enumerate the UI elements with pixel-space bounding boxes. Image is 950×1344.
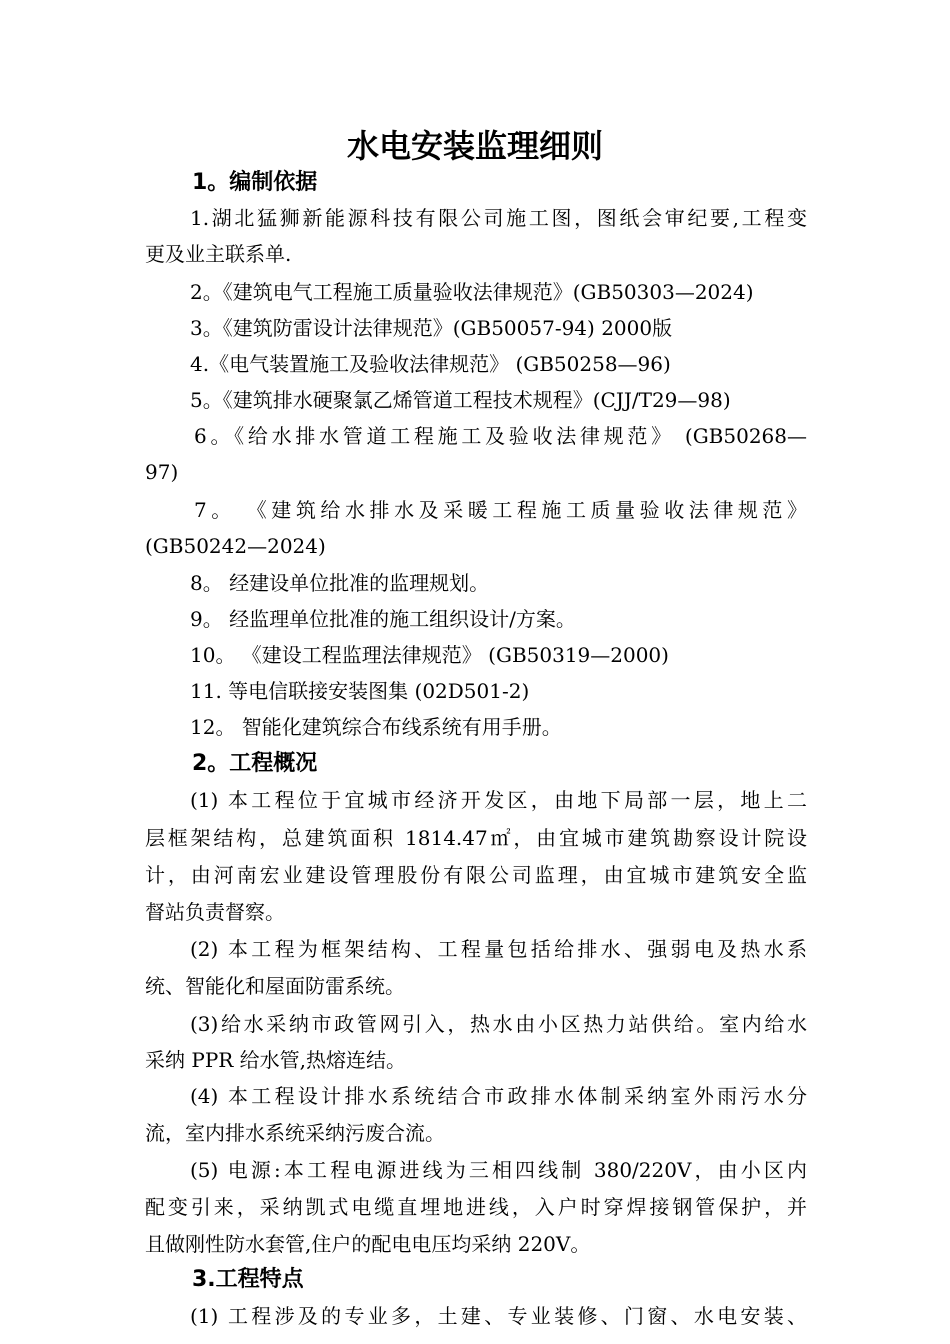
basis-item-6-line-1: 6。《给水排水管道工程施工及验收法律规范》 (GB50268— xyxy=(194,424,807,448)
basis-item-12: 12。 智能化建筑综合布线系统有用手册。 xyxy=(190,715,562,739)
overview-para-1-line-3: 计，由河南宏业建设管理股份有限公司监理，由宜城市建筑安全监 xyxy=(145,863,807,887)
basis-item-5: 5。《建筑排水硬聚氯乙烯管道工程技术规程》(CJJ/T29—98) xyxy=(190,388,731,412)
overview-para-2-line-2: 统、智能化和屋面防雷系统。 xyxy=(145,974,405,998)
overview-para-1-line-2: 层框架结构，总建筑面积 1814.47㎡，由宜城市建筑勘察设计院设 xyxy=(145,826,807,850)
basis-item-6-line-2: 97) xyxy=(145,460,179,484)
section-heading-basis: 1。编制依据 xyxy=(192,170,318,195)
overview-para-5-line-2: 配变引来，采纳凯式电缆直埋地进线，入户时穿焊接钢管保护，并 xyxy=(145,1195,807,1219)
basis-item-11: 11. 等电信联接安装图集 (02D501-2) xyxy=(190,679,530,703)
overview-para-3-line-1: (3)给水采纳市政管网引入，热水由小区热力站供给。室内给水 xyxy=(190,1012,807,1036)
section-heading-features: 3.工程特点 xyxy=(192,1267,304,1292)
overview-para-3-line-2: 采纳 PPR 给水管,热熔连结。 xyxy=(145,1048,407,1072)
basis-item-1-line-1: 1.湖北猛狮新能源科技有限公司施工图，图纸会审纪要,工程变 xyxy=(190,206,807,230)
basis-item-7-line-1: 7。 《建筑给水排水及采暖工程施工质量验收法律规范》 xyxy=(194,498,807,522)
overview-para-1-line-1: (1) 本工程位于宜城市经济开发区，由地下局部一层，地上二 xyxy=(190,788,807,812)
basis-item-2: 2。《建筑电气工程施工质量验收法律规范》(GB50303—2024) xyxy=(190,280,754,304)
section-heading-overview: 2。工程概况 xyxy=(192,751,318,776)
overview-para-4-line-1: (4) 本工程设计排水系统结合市政排水体制采纳室外雨污水分 xyxy=(190,1084,807,1108)
overview-para-1-line-4: 督站负责督察。 xyxy=(145,900,285,924)
overview-para-4-line-2: 流，室内排水系统采纳污废合流。 xyxy=(145,1121,445,1145)
basis-item-7-line-2: (GB50242—2024) xyxy=(145,534,326,558)
basis-item-4: 4.《电气装置施工及验收法律规范》 (GB50258—96) xyxy=(190,352,671,376)
basis-item-3: 3。《建筑防雷设计法律规范》(GB50057-94) 2000版 xyxy=(190,316,673,340)
page-title: 水电安装监理细则 xyxy=(346,127,603,165)
overview-para-2-line-1: (2) 本工程为框架结构、工程量包括给排水、强弱电及热水系 xyxy=(190,937,807,961)
features-para-1-line-1: (1) 工程涉及的专业多，土建、专业装修、门窗、水电安装、 xyxy=(190,1304,807,1328)
basis-item-10: 10。 《建设工程监理法律规范》 (GB50319—2000) xyxy=(190,643,669,667)
overview-para-5-line-3: 且做刚性防水套管,住户的配电电压均采纳 220V。 xyxy=(145,1232,591,1256)
basis-item-9: 9。 经监理单位批准的施工组织设计/方案。 xyxy=(190,607,576,631)
basis-item-8: 8。 经建设单位批准的监理规划。 xyxy=(190,571,490,595)
basis-item-1-line-2: 更及业主联系单. xyxy=(145,242,292,266)
overview-para-5-line-1: (5) 电源:本工程电源进线为三相四线制 380/220V，由小区内 xyxy=(190,1158,807,1182)
